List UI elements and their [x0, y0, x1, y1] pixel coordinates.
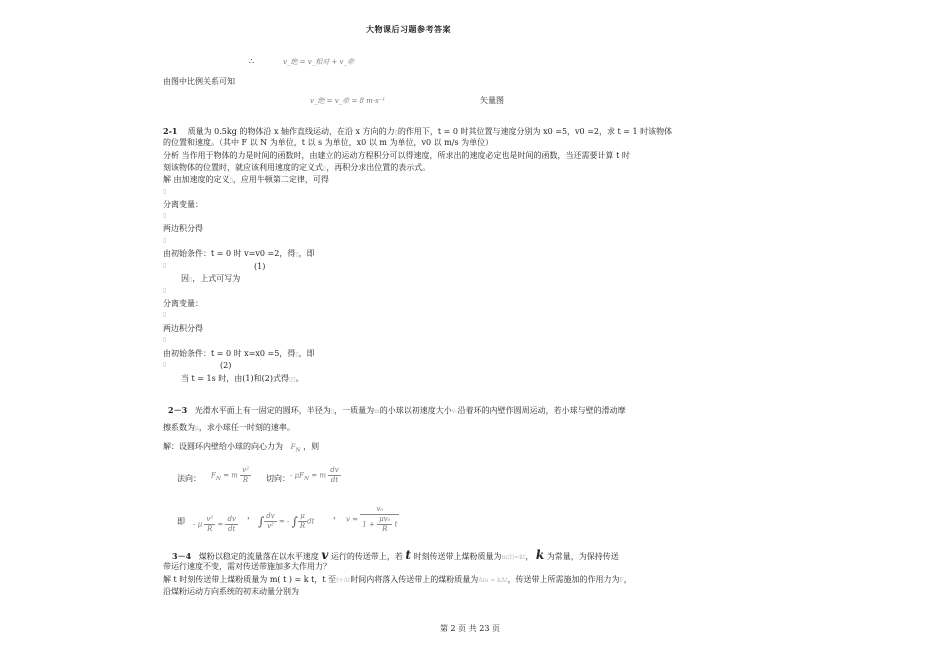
formula-image: t+Δt: [336, 577, 351, 584]
problem-text: ，一质量为: [334, 406, 375, 415]
solution-text: 解：设圆环内壁给小球的向心力为: [163, 442, 283, 451]
solution-intro: [163, 175, 329, 186]
vector-diagram-label: 矢量图: [480, 96, 504, 105]
problem-text: 的小球以初速度大小: [379, 406, 452, 415]
constant-k-glyph: k: [535, 548, 545, 562]
problem-2-3-statement: [168, 405, 626, 417]
ji-label: 即: [177, 517, 185, 526]
problem-2-3-line-2: [163, 423, 295, 434]
formula-placeholder: ▯: [163, 287, 167, 294]
analysis-text: 刻该物体的位置时，就应该利用速度的定义式: [163, 163, 323, 172]
final-text: 。: [295, 374, 304, 383]
solution-text: ，传送带上所需施加的作用力为: [507, 575, 620, 584]
formula-image: $F_N$: [290, 443, 301, 454]
problem-text: 为常量，为保持传送: [546, 552, 619, 561]
condition-text: 由初始条件：t = 0 时 v=v0 =2，得: [163, 249, 296, 258]
problem-text: 煤粉以稳定的流量落在以水平速度: [198, 552, 319, 561]
problem-2-3-solution: [163, 442, 319, 455]
page-footer: 第 2 页 共 23 页: [440, 624, 500, 633]
formula-placeholder: ▯: [163, 262, 167, 269]
integrate-label-2: 两边积分得: [163, 324, 203, 333]
solution-text: 解 由加速度的定义: [163, 175, 230, 184]
problem-2-1-statement: [163, 126, 672, 138]
condition-text: 由初始条件：t = 0 时 x=x0 =5，得: [163, 349, 296, 358]
equation-number-1: (1): [254, 262, 266, 271]
time-t-glyph: t: [405, 548, 411, 562]
solution-text: 时间内将落入传送带上的煤粉质量为: [350, 575, 479, 584]
because-text: ，上式可写为: [192, 274, 241, 283]
comma-separator: ，: [247, 511, 255, 520]
velocity-equation: v_绝 = v_相对 + v_牵: [283, 58, 354, 66]
formula-image: ▯: [323, 165, 327, 172]
separate-variables-label-2: 分离变量：: [163, 299, 203, 308]
problem-text: ，求小球任一时刻的速率。: [198, 423, 295, 432]
formula-image: ▯: [229, 177, 233, 184]
formula-placeholder: ▯: [163, 212, 167, 219]
because-line: [181, 274, 240, 285]
problem-text: 质量为 0.5kg 的物体沿 x 轴作直线运动，在沿 x 方向的力: [187, 127, 395, 136]
formula-image: ▯: [295, 351, 299, 358]
formula-image: Δm = kΔt: [478, 577, 508, 584]
formula-image: F: [619, 577, 624, 584]
solution-text: ，应用牛顿第二定律，可得: [232, 175, 329, 184]
formula-image: μ: [195, 425, 199, 432]
integral-equation: ∫ $\frac{dv}{\text{v²}}$ = - ∫ $\frac{\mu}{R}$ dt: [258, 512, 315, 530]
formula-image: v₀: [451, 408, 458, 415]
initial-condition-2: [163, 349, 315, 360]
integrate-label: 两边积分得: [163, 224, 203, 233]
formula-placeholder: ▯: [163, 188, 167, 195]
formula-image: m: [374, 408, 380, 415]
problem-text: 光滑水平面上有一固定的圆环，半径为: [194, 406, 331, 415]
problem-3-4-question: 带运行速度不变，需对传送带施加多大作用力？: [163, 562, 331, 571]
therefore-symbol: ∴: [249, 57, 255, 66]
formula-placeholder: ▯: [163, 311, 167, 318]
problem-text: 时刻传送带上煤粉质量为: [413, 552, 502, 561]
formula-placeholder: ▯: [163, 237, 167, 244]
formula-image: m(t)=kt: [501, 554, 526, 561]
problem-number: 2-1: [163, 126, 178, 136]
page-header-title: 大物课后习题参考答案: [366, 24, 451, 34]
formula-image: ▯: [189, 276, 193, 283]
analysis-text: ，再积分求出位置的表示式。: [326, 163, 431, 172]
formula-image: ▯: [394, 129, 398, 136]
velocity-solution-equation: v = v₀ 1 + $\frac{\text{μv₀}}{R}$ t: [346, 505, 398, 533]
because-text: 因: [181, 274, 189, 283]
problem-3-4-solution: 解 t 时刻传送带上煤粉质量为 m( t ) = k t，t 至t+Δt时间内将落入传送带上的煤粉质量为Δm = kΔt，传送带上所需施加的作用力为F，: [163, 575, 632, 584]
problem-3-4-statement: 3－4 煤粉以稳定的流量落在以水平速度 v 运行的传送带上，若 t 时刻传送带上煤粉质量为m(t)=kt， k 为常量，为保持传送: [172, 548, 619, 562]
problem-3-4-momentum: 沿煤粉运动方向系统的初末动量分别为: [163, 587, 299, 596]
condition-text: ，即: [298, 249, 315, 258]
tangent-direction-label: 切向：: [266, 474, 290, 483]
problem-number: 3－4: [172, 551, 192, 561]
normal-equation: $F_N = m$ $\frac{\text{v²}}{R}$: [211, 466, 249, 484]
velocity-result-equation: v_绝 = v_牵 = 8 m·s⁻¹: [310, 97, 386, 105]
separate-variables-label: 分离变量：: [163, 200, 203, 209]
normal-direction-label: 法向：: [177, 474, 201, 483]
combined-equation: - μ $\frac{\text{v²}}{R}$ = $\frac{dv}{dt}$: [193, 515, 236, 533]
tangent-equation: - $\mu F_N = m$ $\frac{dv}{dt}$: [290, 466, 339, 484]
condition-text: ，即: [298, 349, 315, 358]
formula-placeholder: ▯: [163, 361, 167, 368]
comma-separator: ，: [333, 511, 341, 520]
problem-number: 2－3: [168, 405, 188, 415]
analysis-line-2: [163, 163, 430, 174]
formula-image: ▯: [288, 376, 293, 383]
initial-condition-1: [163, 249, 315, 260]
analysis-line-1: 分析 当作用于物体的力是时间的函数时，由建立的运动方程积分可以得速度，所求出的速度必定也是时间的函数，当还需要计算 t 时: [163, 151, 630, 160]
problem-text: 擦系数为: [163, 423, 195, 432]
problem-2-1-units: 的位置和速度。（其中 F 以 N 为单位，t 以 s 为单位，x0 以 m 为单位，v0 以 m/s 为单位）: [163, 138, 494, 147]
solution-text: 解 t 时刻传送带上煤粉质量为 m( t ) = k t，t 至: [163, 575, 337, 584]
solution-text: ，则: [303, 442, 320, 451]
equation-number-2: (2): [220, 361, 232, 370]
problem-text: 运行的传送带上，若: [330, 552, 403, 561]
problem-text: 沿着环的内壁作圆周运动，若小球与壁的滑动摩: [457, 406, 626, 415]
ratio-intro-text: 由图中比例关系可知: [163, 77, 235, 86]
formula-image: ▯: [330, 408, 335, 415]
velocity-v-glyph: v: [321, 548, 329, 562]
formula-image: ▯: [295, 251, 299, 258]
final-text: 当 t = 1s 时，由(1)和(2)式得: [181, 374, 289, 383]
final-result-line: [181, 374, 304, 385]
formula-image: ▯: [292, 376, 296, 383]
formula-placeholder: ▯: [163, 336, 167, 343]
problem-text: 的作用下，t = 0 时其位置与速度分别为 x0 =5，v0 =2，求 t = 1 时该物体: [397, 127, 673, 136]
